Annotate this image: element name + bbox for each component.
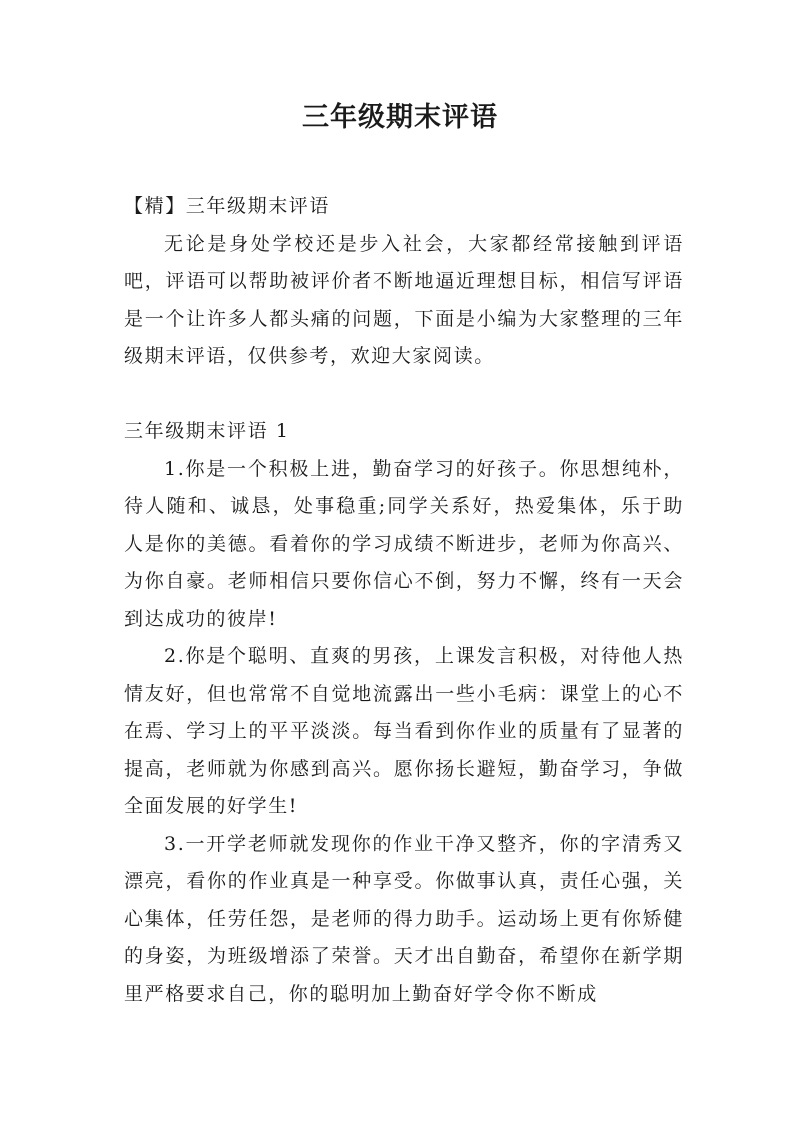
comment-paragraph-1: 1.你是一个积极上进，勤奋学习的好孩子。你思想纯朴，待人随和、诚恳，处事稳重;同学关系好，热爱集体，乐于助人是你的美德。看着你的学习成绩不断进步，老师为你高兴、为你自豪。老师相信只要你信心不倒，努力不懈，终有一天会到达成功的彼岸! (124, 457, 684, 630)
comment-paragraph-2: 2.你是个聪明、直爽的男孩，上课发言积极，对待他人热情友好，但也常常不自觉地流露出一些小毛病：课堂上的心不在焉、学习上的平平淡淡。每当看到你作业的质量有了显著的提高，老师就为你感到高兴。愿你扬长避短，勤奋学习，争做全面发展的好学生! (124, 645, 684, 817)
comment-paragraph-3: 3.一开学老师就发现你的作业干净又整齐，你的字清秀又漂亮，看你的作业真是一种享受。你做事认真，责任心强，关心集体，任劳任怨，是老师的得力助手。运动场上更有你矫健的身姿，为班级增添了荣誉。天才出自勤奋，希望你在新学期里严格要求自己，你的聪明加上勤奋好学令你不断成 (124, 832, 684, 1005)
paragraph-spacer (124, 376, 684, 414)
document-body (124, 188, 684, 1013)
document-subtitle: 【精】三年级期末评语 (124, 195, 331, 217)
intro-paragraph: 无论是身处学校还是步入社会，大家都经常接触到评语吧，评语可以帮助被评价者不断地逼近理想目标，相信写评语是一个让许多人都头痛的问题，下面是小编为大家整理的三年级期末评语，仅供参考，欢迎大家阅读。 (124, 232, 684, 367)
document-title: 三年级期末评语 (302, 102, 498, 133)
section-heading: 三年级期末评语 1 (124, 420, 290, 442)
